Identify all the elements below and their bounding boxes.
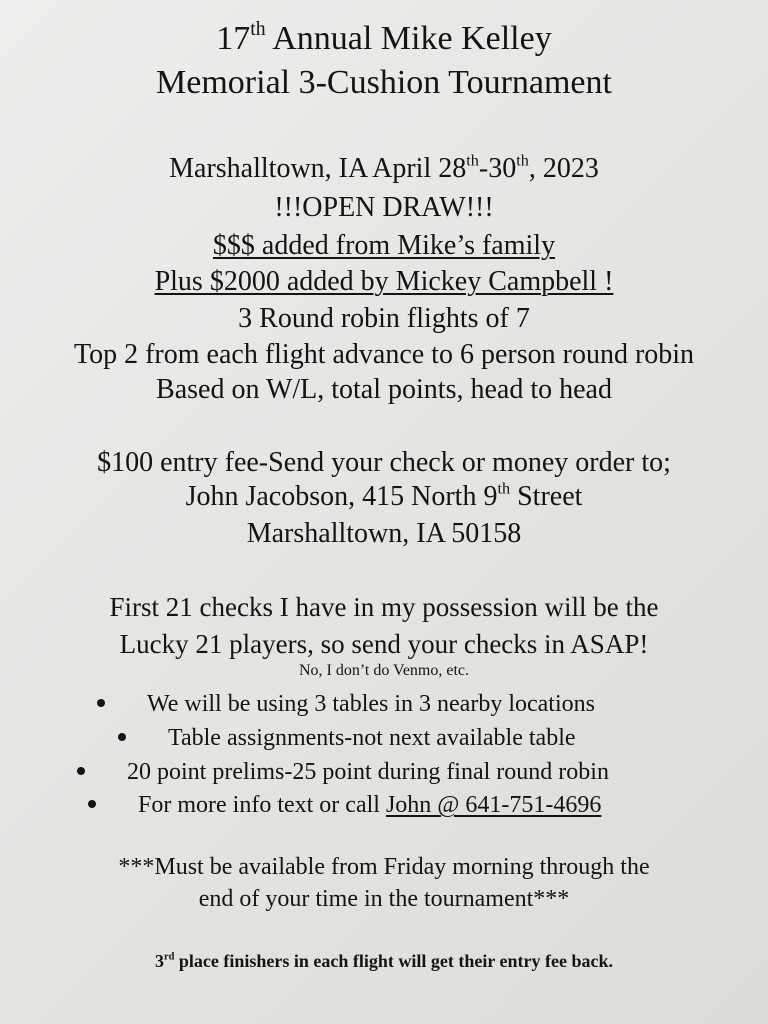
title-event-name: Annual Mike Kelley — [265, 20, 552, 57]
third-place-note: 3rd place finishers in each flight will get their entry fee back. — [154, 951, 614, 971]
tiebreak-rules: Based on W/L, total points, head to head — [156, 374, 612, 405]
mailing-city: Marshalltown, IA 50158 — [246, 518, 522, 549]
bullet-item: Table assignments-not next available table — [168, 725, 576, 751]
first-21-checks: First 21 checks I have in my possession will be the — [109, 592, 659, 622]
phone-contact: John @ 641-751-4696 — [385, 792, 602, 818]
advance-format: Top 2 from each flight advance to 6 person round robin — [73, 339, 695, 370]
bullet-item: 20 point prelims-25 point during final round robin — [127, 759, 609, 785]
added-money-family: $$$ added from Mike’s family — [212, 230, 556, 261]
bullet-dot — [88, 800, 96, 808]
lucky-21-players: Lucky 21 players, so send your checks in ASAP! — [119, 629, 649, 659]
open-draw: !!!OPEN DRAW!!! — [274, 192, 494, 223]
entry-fee: $100 entry fee-Send your check or money order to; — [97, 447, 671, 478]
bullet-dot — [77, 767, 85, 775]
contact-bullet: For more info text or call John @ 641-751-4696 — [138, 792, 602, 818]
title-line-1 — [0, 17, 768, 57]
added-money-campbell: Plus $2000 added by Mickey Campbell ! — [154, 266, 614, 297]
title-line-2: Memorial 3-Cushion Tournament — [156, 64, 612, 101]
bullet-item: We will be using 3 tables in 3 nearby locations — [147, 691, 595, 717]
title-edition-suffix: th — [250, 17, 266, 40]
bullet-dot — [118, 733, 126, 741]
event-date-location: Marshalltown, IA April 28th-30th, 2023 — [169, 151, 599, 184]
mailing-address: John Jacobson, 415 North 9th Street — [185, 479, 583, 512]
bullet-dot — [97, 699, 105, 707]
availability-line-1: ***Must be available from Friday morning through the — [118, 854, 650, 880]
availability-line-2: end of your time in the tournament*** — [198, 886, 570, 912]
title-edition-number: 17 — [216, 20, 251, 57]
flight-format: 3 Round robin flights of 7 — [238, 303, 530, 334]
no-venmo-note: No, I don’t do Venmo, etc. — [298, 662, 470, 679]
